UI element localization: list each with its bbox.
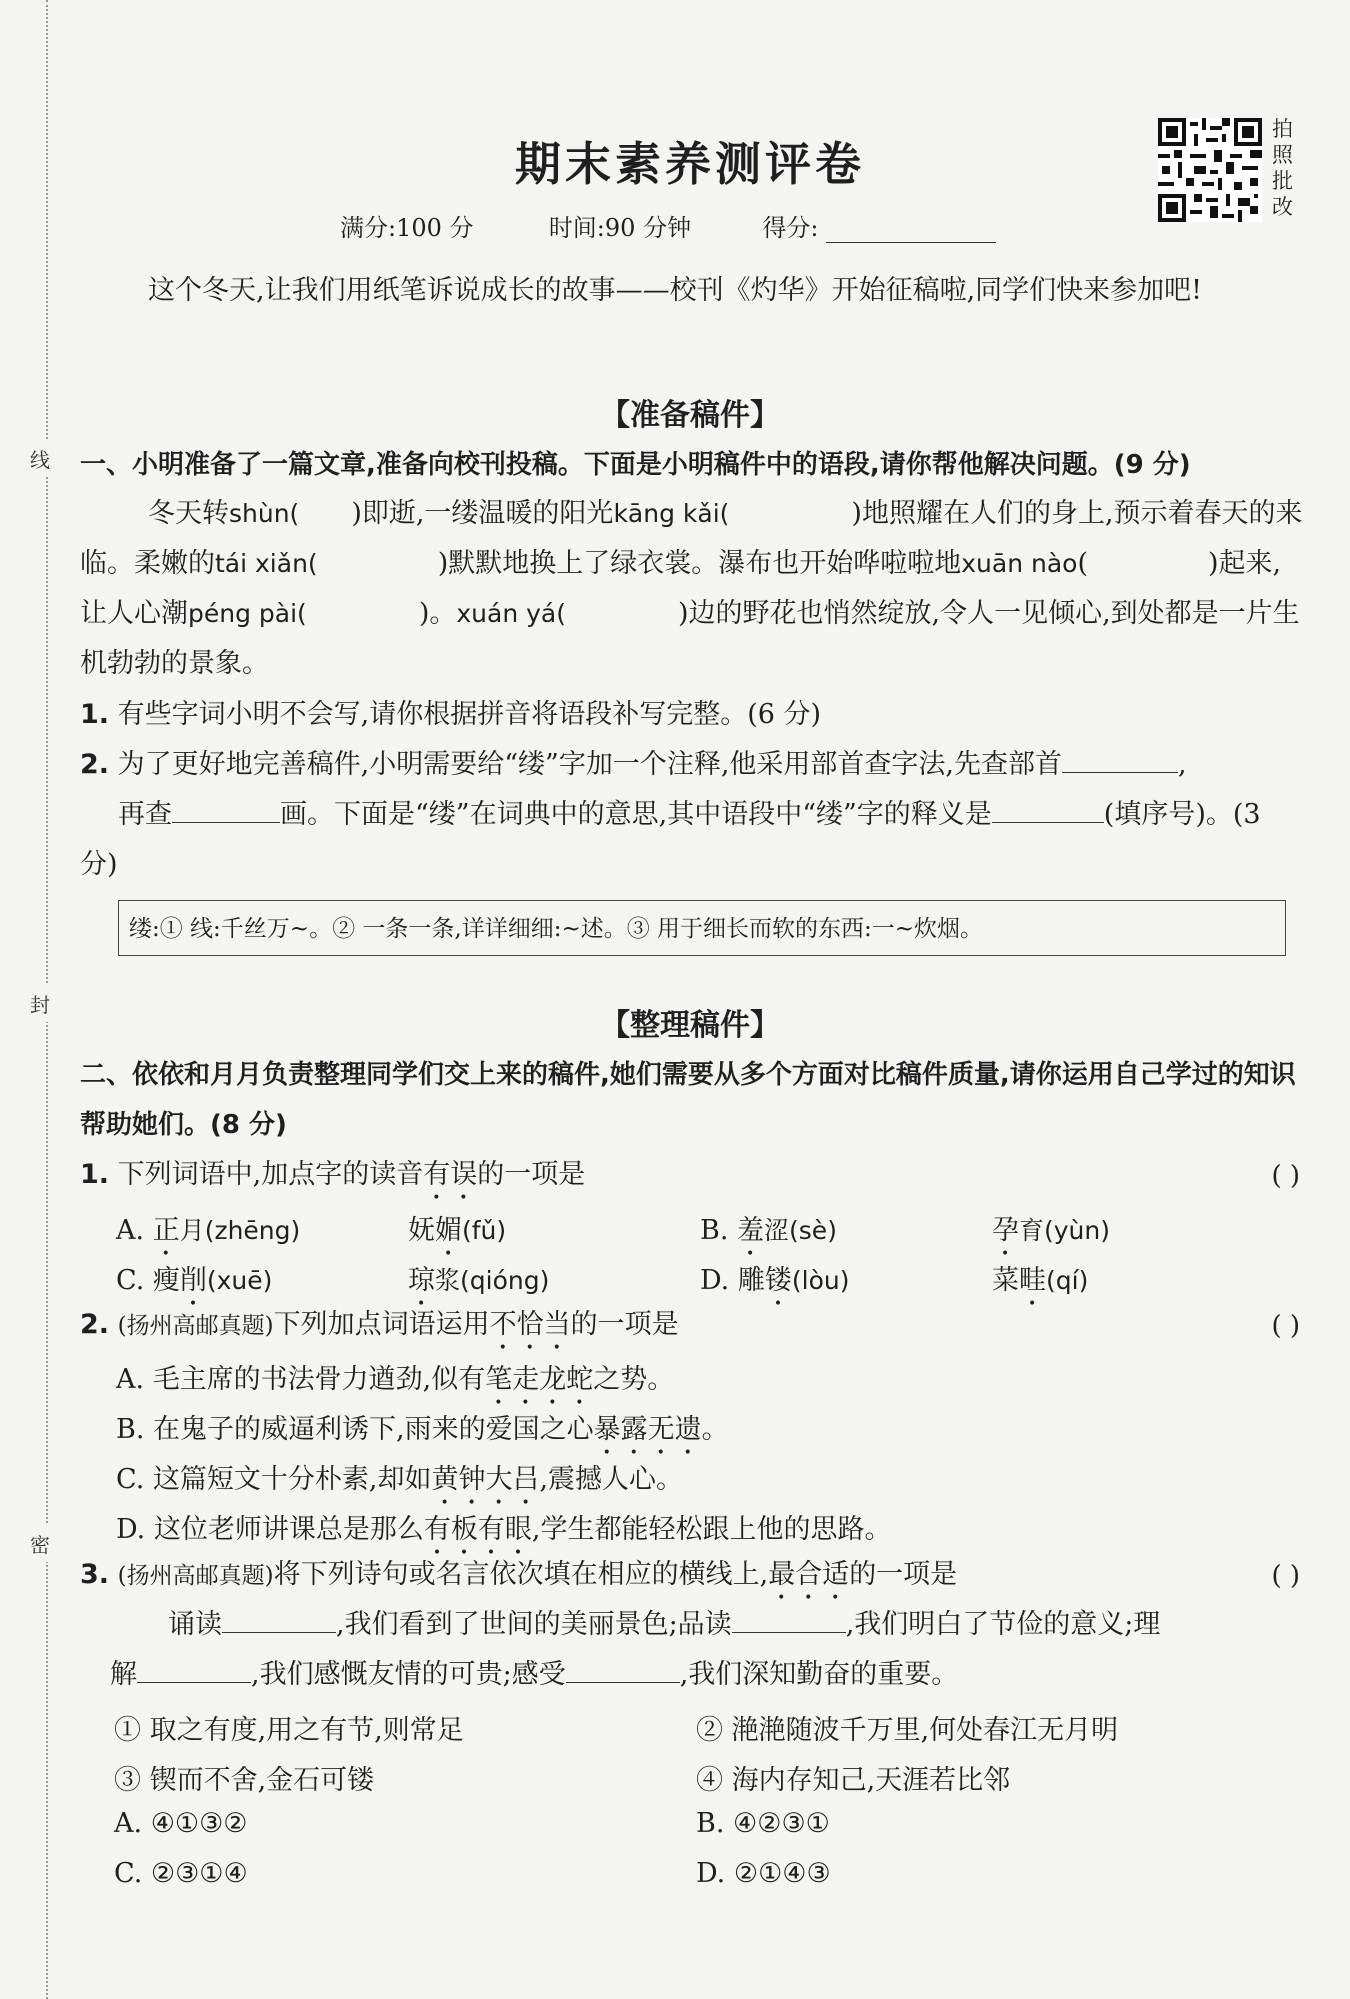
question-text: 有些字词小明不会写,请你根据拼音将语段补写完整。(6 分) [117,699,822,730]
exam-time: 时间:90 分钟 [548,214,692,242]
passage-text: 冬天转 [148,498,229,529]
full-score: 满分:100 分 [340,214,474,242]
option-text: 浆(qióng) [435,1266,550,1295]
question-text: 为了更好地完善稿件,小明需要给“缕”字加一个注释,他采用部首查字法,先查部首 [117,749,1062,780]
intro-text: 这个冬天,让我们用纸笔诉说成长的故事——校刊《灼华》开始征稿啦,同学们快来参加吧! [148,275,1203,306]
option-text: 在鬼子的威逼利诱下,雨来的爱国之心 [153,1414,594,1445]
question-source: (扬州高邮真题) [117,1563,274,1589]
question-number: 3. [80,1559,110,1590]
exam-info [340,208,996,243]
question-number: 2. [80,1309,110,1340]
option-text: ②③①④ [150,1858,248,1889]
option-text: 月(zhēng) [179,1216,301,1245]
option-text: 涩(sè) [764,1216,837,1245]
answer-bracket-2-1[interactable]: ( ) [1271,1161,1300,1191]
option-label: B. [696,1808,725,1839]
passage-text: )起来,让人心潮 [80,548,1282,629]
option-label: D. [116,1514,146,1545]
question-1-1 [80,690,1305,740]
quote-3: ③ 锲而不舍,金石可镂 [114,1765,375,1796]
score-field[interactable] [826,222,996,243]
option-label: B. [700,1215,729,1246]
passage [80,489,1305,689]
sentence-text: ,我们深知勤奋的重要。 [679,1659,959,1690]
question-1-2 [80,740,1305,890]
option-text: 。 [701,1414,729,1445]
choice-a[interactable] [114,1808,248,1839]
option-label: C. [116,1464,145,1495]
option-text: 菜 [992,1265,1019,1296]
answer-blank-q3-1[interactable] [222,1606,336,1633]
passage-text: )边的野花也悄然绽放,令人一见倾心,到处都是一片生机勃勃的景象。 [80,598,1300,679]
question-text-dotted: 不恰当 [489,1309,571,1340]
pinyin-xuannao: xuān nào [961,549,1078,578]
answer-blank-5[interactable] [307,596,419,622]
option-text: ④②③① [733,1808,830,1839]
answer-blank-radical[interactable] [1062,746,1178,773]
answer-bracket-2-2[interactable]: ( ) [1271,1311,1300,1341]
option-a[interactable] [116,1357,674,1411]
question-2-2 [80,1300,1305,1356]
question-text: 下列加点词语运用 [273,1309,490,1340]
question-text: 画。下面是“缕”在词典中的意思,其中语段中“缕”字的释义是 [280,799,992,830]
question-text: 的一项是 [477,1159,586,1190]
option-text: (fǔ) [462,1216,507,1245]
question-text: 下列词语中,加点字的读音 [117,1159,424,1190]
question-text: , [1178,749,1187,780]
answer-blank-strokes[interactable] [172,796,280,823]
option-label: C. [114,1858,143,1889]
question-text: 再查 [118,799,172,830]
option-dotted-words: 黄钟大吕 [431,1464,540,1495]
sentence-text: 诵读 [168,1609,222,1640]
option-dotted-char: 正 [152,1215,180,1246]
passage-text: ( [1077,548,1088,579]
section-heading-prepare: 【准备稿件】 [600,398,780,433]
option-dotted-char: 镂 [764,1265,792,1296]
option-text: ,学生都能轻松跟上他的思路。 [531,1514,892,1545]
answer-blank-q3-4[interactable] [566,1656,680,1683]
option-label: A. [114,1808,143,1839]
qr-label: 拍照批改 [1272,117,1293,219]
question-text: (填序号)。(3 分) [80,799,1261,880]
answer-blank-q3-2[interactable] [732,1606,846,1633]
sentence-text: ,我们明白了节俭的意义;理 [845,1609,1161,1640]
option-dotted-char: 畦 [1019,1265,1046,1296]
quote-2: ② 滟滟随波千万里,何处春江无月明 [696,1715,1119,1746]
answer-blank-meaning[interactable] [992,796,1104,823]
score-label: 得分: [762,214,819,242]
choice-d[interactable] [696,1858,831,1889]
option-label: A. [116,1215,145,1246]
option-text: 妩 [408,1215,435,1246]
option-text: 育(yùn) [1019,1216,1110,1245]
answer-blank-1[interactable] [299,496,351,522]
option-label: A. [116,1364,145,1395]
option-text: 瘦 [152,1265,180,1296]
option-dotted-char: 羞 [737,1215,765,1246]
option-dotted-words: 笔走龙蛇 [485,1364,594,1395]
dictionary-definition-box: 缕:① 线:千丝万~。② 一条一条,详详细细:~述。③ 用于细长而软的东西:一~炊烟。 [118,900,1286,956]
answer-blank-q3-3[interactable] [137,1656,251,1683]
pinyin-kangkai: kāng kǎi( [613,499,730,528]
question-text-dotted: 最合适 [768,1559,850,1590]
pinyin-shun: shùn( [229,499,300,528]
passage-text: )默默地换上了绿衣裳。瀑布也开始哗啦啦地 [437,548,962,579]
option-label: D. [696,1858,726,1889]
option-c[interactable] [116,1457,683,1511]
sentence-text: ,我们看到了世间的美丽景色;品读 [336,1609,732,1640]
option-label: C. [116,1265,145,1296]
question-2-3 [80,1550,1305,1606]
question-text-dotted: 有误 [423,1159,478,1190]
option-text: ②①④③ [733,1858,831,1889]
sentence-text: 解 [110,1659,137,1690]
option-b[interactable] [700,1208,837,1262]
choice-b[interactable] [696,1808,830,1839]
question-text: 的一项是 [570,1309,679,1340]
option-text: (lòu) [791,1266,850,1295]
passage-text: )。 [418,598,457,629]
option-dotted-char: 孕 [992,1215,1019,1246]
option-dotted-char: 琼 [408,1265,435,1296]
pinyin-pengpai: péng pài( [188,599,307,628]
option-text: 雕 [737,1265,765,1296]
option-dotted-words: 暴露无遗 [593,1414,702,1445]
question-2-heading: 二、依依和月月负责整理同学们交上来的稿件,她们需要从多个方面对比稿件质量,请你运用自己学过的知识帮助她们。(8 分) [80,1060,1296,1140]
choice-c[interactable] [114,1858,248,1889]
fill-in-sentence [80,1600,1305,1700]
option-dotted-char: 削 [179,1265,207,1296]
section-heading-organize: 【整理稿件】 [600,1008,780,1043]
option-a-2 [408,1208,506,1262]
question-text: 将下列诗句或名言依次填在相应的横线上, [273,1559,769,1590]
question-number: 1. [80,1159,110,1190]
question-2-1 [80,1150,1305,1206]
question-text: 的一项是 [849,1559,958,1590]
pinyin-xuanya: xuán yá( [456,599,566,628]
binding-mark-xian: 线 [30,440,50,477]
answer-blank-6[interactable] [566,596,678,622]
option-text: 这位老师讲课总是那么 [153,1514,424,1545]
pinyin-taixian: tái xiǎn( [215,549,318,578]
option-text: 这篇短文十分朴素,却如 [152,1464,432,1495]
page-title: 期末素养测评卷 [515,137,865,191]
sentence-text: ,我们感慨友情的可贵;感受 [251,1659,566,1690]
option-label: B. [116,1414,145,1445]
answer-bracket-2-3[interactable]: ( ) [1271,1561,1300,1591]
passage-text: )地照耀在人们的身上,预示着春天的来临。柔嫩的 [80,498,1303,579]
option-label: D. [700,1265,730,1296]
answer-blank-2[interactable] [729,496,851,522]
binding-mark-mi: 密 [30,1525,50,1562]
option-text: ,震撼人心。 [539,1464,684,1495]
question-number: 2. [80,749,110,780]
option-text: (xuē) [206,1266,273,1295]
question-1-heading: 一、小明准备了一篇文章,准备向校刊投稿。下面是小明稿件中的语段,请你帮他解决问题。(9 分) [80,450,1191,480]
option-b-2 [992,1208,1110,1262]
quote-1: ① 取之有度,用之有节,则常足 [114,1715,464,1746]
option-text: ④①③② [150,1808,248,1839]
binding-mark-feng: 封 [30,985,50,1022]
option-dotted-char: 媚 [435,1215,462,1246]
option-b[interactable] [116,1407,729,1461]
question-source: (扬州高邮真题) [117,1313,274,1339]
option-a[interactable] [116,1208,300,1262]
passage-text: )即逝,一缕温暖的阳光 [351,498,614,529]
question-number: 1. [80,699,110,730]
option-text: 之势。 [593,1364,675,1395]
answer-blank-3[interactable] [318,546,438,572]
quote-4: ④ 海内存知己,天涯若比邻 [696,1765,1011,1796]
option-dotted-words: 有板有眼 [423,1514,532,1545]
option-text: 毛主席的书法骨力遒劲,似有 [152,1364,486,1395]
option-text: (qí) [1046,1266,1089,1295]
answer-blank-4[interactable] [1088,546,1208,572]
qr-code-icon[interactable] [1158,118,1262,222]
